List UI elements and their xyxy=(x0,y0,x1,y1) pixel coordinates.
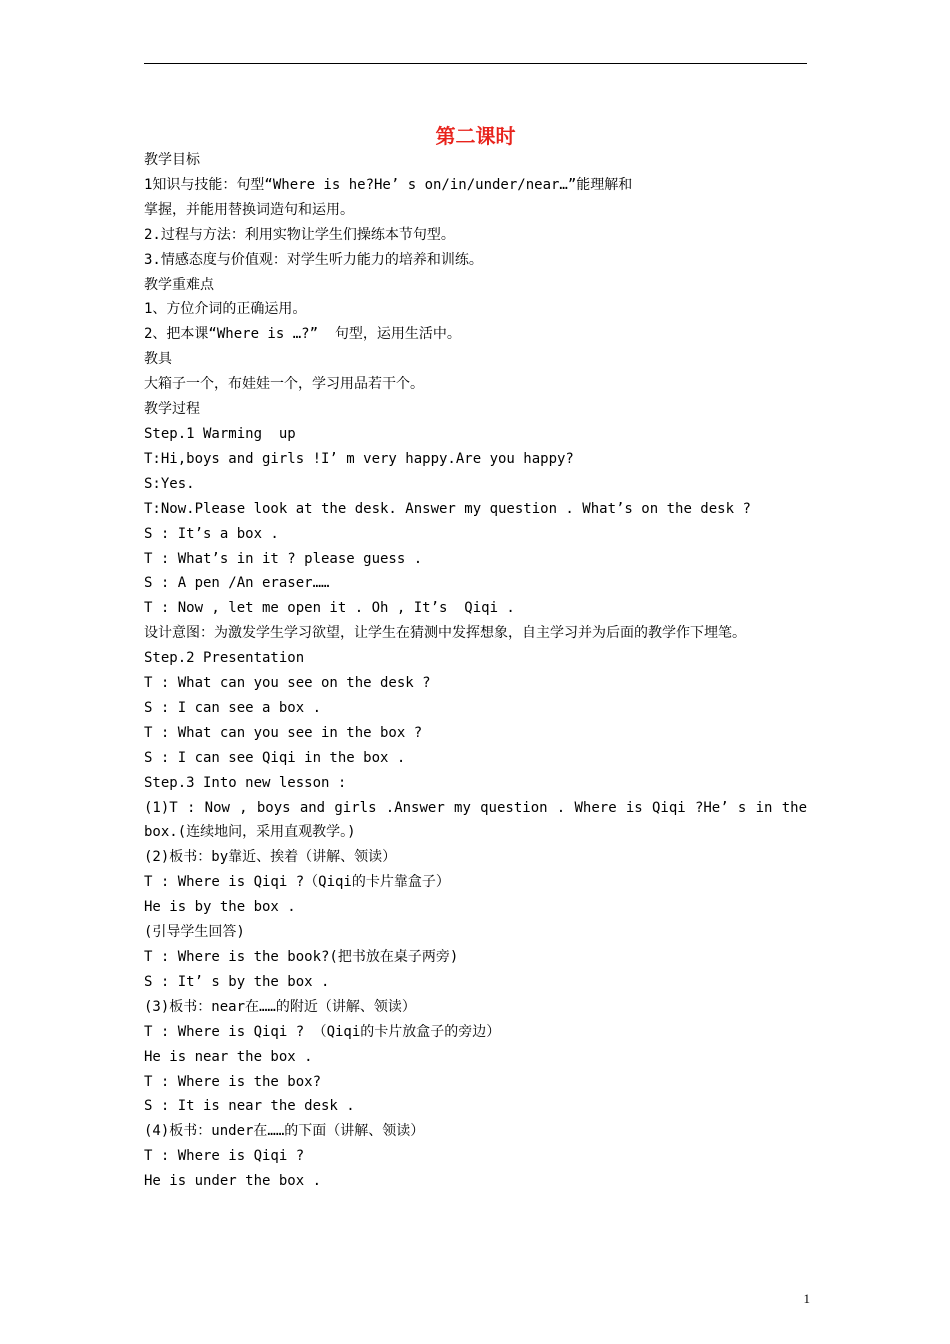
document-body xyxy=(144,148,816,1194)
text-line: 2、把本课“Where is …?” 句型，运用生活中。 xyxy=(144,326,461,343)
text-line: (3)板书：near在……的附近（讲解、领读） xyxy=(144,998,416,1015)
text-line: 1、方位介词的正确运用。 xyxy=(144,301,307,318)
text-line: 设计意图：为激发学生学习欲望，让学生在猜测中发挥想象，自主学习并为后面的教学作下埋笔。 xyxy=(144,625,746,642)
text-line: Step.3 Into new lesson : xyxy=(144,774,347,791)
text-line: T : Where is Qiqi ?（Qiqi的卡片靠盒子） xyxy=(144,874,450,891)
text-line: 掌握，并能用替换词造句和运用。 xyxy=(144,201,354,218)
text-line: T : Where is the box? xyxy=(144,1073,322,1090)
text-line: (2)板书：by靠近、挨着（讲解、领读） xyxy=(144,849,397,866)
text-line: 1知识与技能：句型“Where is he?He’ s on/in/under/near…”能理解和 xyxy=(144,176,633,193)
text-line: Step.1 Warming up xyxy=(144,425,296,442)
text-line: S : I can see Qiqi in the box . xyxy=(144,749,406,766)
text-line: (引导学生回答) xyxy=(144,924,245,941)
text-line: S : It’ s by the box . xyxy=(144,973,330,990)
text-line: S : It’s a box . xyxy=(144,525,279,542)
text-line: He is by the box . xyxy=(144,899,296,916)
text-line: S : A pen /An eraser…… xyxy=(144,575,330,592)
text-line: T : What can you see on the desk ? xyxy=(144,675,431,692)
text-line: He is under the box . xyxy=(144,1173,322,1190)
text-line: 教具 xyxy=(144,351,172,368)
text-line: Step.2 Presentation xyxy=(144,650,305,667)
text-line: 教学过程 xyxy=(144,401,200,418)
text-line: T : Now , let me open it . Oh , It’s Qiqi . xyxy=(144,600,515,617)
text-line: He is near the box . xyxy=(144,1048,313,1065)
text-line: 教学重难点 xyxy=(144,276,214,293)
text-line: 教学目标 xyxy=(144,152,200,168)
text-line: T : What can you see in the box ? xyxy=(144,724,423,741)
text-line: T : Where is Qiqi ? xyxy=(144,1148,305,1165)
text-line: (1)T : Now , boys and girls .Answer my question . Where is Qiqi ?He’ s in the box.(连续地问，采用直观教学。) xyxy=(144,799,816,841)
text-line: (4)板书：under在……的下面（讲解、领读） xyxy=(144,1123,425,1140)
header-rule xyxy=(144,63,807,64)
text-line: S:Yes. xyxy=(144,475,195,492)
text-line: T:Hi,boys and girls !I’ m very happy.Are you happy? xyxy=(144,450,574,467)
text-line: 3.情感态度与价值观：对学生听力能力的培养和训练。 xyxy=(144,251,483,268)
page-number: 1 xyxy=(803,1291,810,1306)
text-line: T : What’s in it ? please guess . xyxy=(144,550,423,567)
text-line: T : Where is the book?(把书放在桌子两旁) xyxy=(144,949,459,965)
lesson-title: 第二课时 xyxy=(435,124,516,148)
text-line: T : Where is Qiqi ? （Qiqi的卡片放盒子的旁边） xyxy=(144,1023,501,1040)
text-line: S : I can see a box . xyxy=(144,699,322,716)
text-line: 2.过程与方法：利用实物让学生们操练本节句型。 xyxy=(144,226,455,243)
text-line: T:Now.Please look at the desk. Answer my question . What’s on the desk ? xyxy=(144,500,751,517)
text-line: S : It is near the desk . xyxy=(144,1098,355,1115)
text-line: 大箱子一个，布娃娃一个，学习用品若干个。 xyxy=(144,376,424,393)
